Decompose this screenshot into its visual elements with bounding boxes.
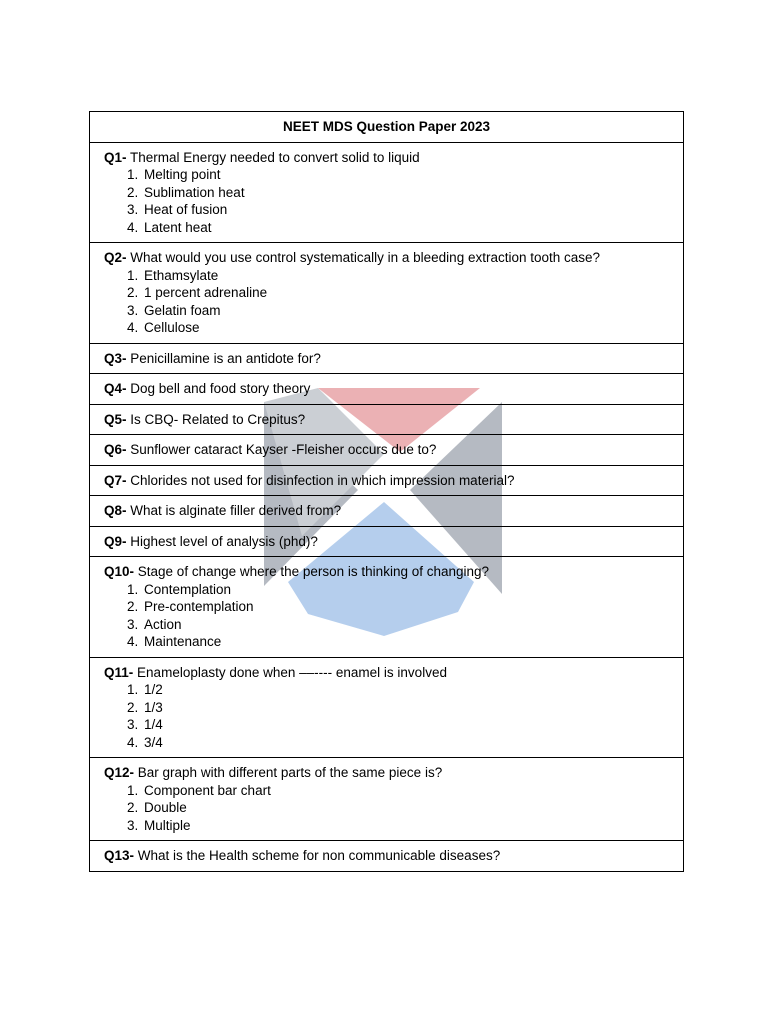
- question-row: [90, 243, 684, 344]
- question-cell: [90, 657, 684, 758]
- question-cell: [90, 343, 684, 374]
- option-item: 3. Heat of fusion: [142, 201, 669, 219]
- question-text: What is alginate filler derived from?: [130, 503, 342, 518]
- question-row: [90, 557, 684, 658]
- option-item: 3. 1/4: [142, 716, 669, 734]
- question-text: Sunflower cataract Kayser -Fleisher occurs due to?: [130, 442, 437, 457]
- option-item: 2. Sublimation heat: [142, 184, 669, 202]
- option-item: 2. Double: [142, 799, 669, 817]
- option-item: 2. 1/3: [142, 699, 669, 717]
- options-list: [104, 166, 669, 236]
- question-number: Q2-: [104, 250, 127, 265]
- question-number: Q11-: [104, 664, 134, 680]
- question-row: [90, 374, 684, 405]
- question-row: [90, 142, 684, 243]
- question-number: Q6-: [104, 442, 127, 457]
- option-item: 1. Melting point: [142, 166, 669, 184]
- options-list: [104, 681, 669, 751]
- question-number: Q4-: [104, 381, 127, 396]
- question-row: [90, 435, 684, 466]
- question-text: Highest level of analysis (phd)?: [130, 533, 318, 549]
- question-cell: [90, 465, 684, 496]
- option-item: 1. Component bar chart: [142, 782, 669, 800]
- options-list: [104, 581, 669, 651]
- question-cell: [90, 526, 684, 557]
- question-row: [90, 841, 684, 872]
- question-row: [90, 657, 684, 758]
- options-list: [104, 267, 669, 337]
- option-item: 3. Gelatin foam: [142, 302, 669, 320]
- question-text: Chlorides not used for disinfection in which impression material?: [130, 472, 515, 488]
- option-item: 2. 1 percent adrenaline: [142, 284, 669, 302]
- question-text: Stage of change where the person is thinking of changing?: [137, 564, 490, 579]
- question-cell: [90, 758, 684, 841]
- question-cell: [90, 374, 684, 405]
- question-text: Enameloplasty done when ––---- enamel is involved: [137, 664, 447, 680]
- question-row: [90, 526, 684, 557]
- question-cell: [90, 435, 684, 466]
- option-item: 3. Multiple: [142, 817, 669, 835]
- page-title: NEET MDS Question Paper 2023: [90, 112, 684, 143]
- question-cell: [90, 142, 684, 243]
- option-item: 4. Latent heat: [142, 219, 669, 237]
- question-paper-table: [89, 111, 684, 872]
- question-text: Dog bell and food story theory: [130, 381, 311, 396]
- question-number: Q13-: [104, 848, 135, 863]
- question-number: Q12-: [104, 765, 135, 780]
- question-text: Penicillamine is an antidote for?: [130, 350, 321, 366]
- option-item: 2. Pre-contemplation: [142, 598, 669, 616]
- title-row: [90, 112, 684, 143]
- option-item: 4. Cellulose: [142, 319, 669, 337]
- option-item: 1. 1/2: [142, 681, 669, 699]
- question-number: Q8-: [104, 503, 127, 518]
- question-cell: [90, 243, 684, 344]
- option-item: 4. Maintenance: [142, 633, 669, 651]
- option-item: 3. Action: [142, 616, 669, 634]
- question-number: Q3-: [104, 350, 127, 366]
- option-item: 4. 3/4: [142, 734, 669, 752]
- question-text: Thermal Energy needed to convert solid to liquid: [130, 149, 420, 165]
- question-cell: [90, 496, 684, 527]
- question-number: Q7-: [104, 472, 127, 488]
- question-row: [90, 758, 684, 841]
- option-item: 1. Contemplation: [142, 581, 669, 599]
- question-text: Bar graph with different parts of the same piece is?: [137, 765, 443, 780]
- question-row: [90, 465, 684, 496]
- question-row: [90, 404, 684, 435]
- options-list: [104, 782, 669, 835]
- question-row: [90, 343, 684, 374]
- question-number: Q9-: [104, 533, 127, 549]
- question-number: Q10-: [104, 564, 135, 579]
- question-number: Q5-: [104, 411, 127, 427]
- question-row: [90, 496, 684, 527]
- question-text: What is the Health scheme for non communicable diseases?: [137, 848, 501, 863]
- option-item: 1. Ethamsylate: [142, 267, 669, 285]
- question-cell: [90, 841, 684, 872]
- question-text: Is CBQ- Related to Crepitus?: [130, 411, 306, 427]
- question-number: Q1-: [104, 149, 127, 165]
- question-cell: [90, 557, 684, 658]
- question-cell: [90, 404, 684, 435]
- question-text: What would you use control systematically in a bleeding extraction tooth case?: [130, 250, 601, 265]
